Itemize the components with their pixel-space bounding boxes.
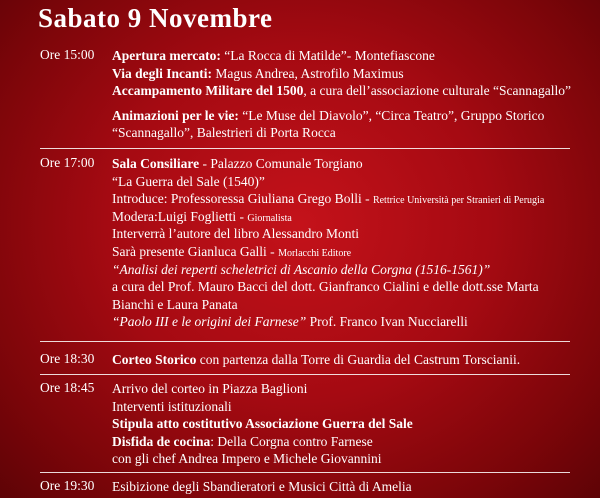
divider [40, 472, 570, 473]
event-lines [112, 47, 571, 142]
event-line: Interverrà l’autore del libro Alessandro Monti [112, 226, 360, 242]
role-note: Giornalista [247, 212, 292, 224]
divider [40, 374, 570, 375]
event-heading: Accampamento Militare del 1500 [112, 83, 304, 99]
time-label: Ore 18:30 [40, 351, 95, 366]
time-label: Ore 19:30 [40, 478, 95, 493]
event-line: Esibizione degli Sbandieratori e Musici Città di Amelia [112, 479, 412, 494]
event-line: Stipula atto costitutivo Associazione Guerra del Sale [112, 416, 413, 432]
event-line [112, 107, 571, 125]
event-line: Arrivo del corteo in Piazza Baglioni [112, 381, 308, 396]
talk-title: “Paolo III e le origini dei Farnese” [112, 314, 307, 330]
event-heading: Disfida de cocina [112, 433, 211, 449]
event-line: con gli chef Andrea Impero e Michele Giovannini [112, 451, 382, 467]
event-detail: - Palazzo Comunale Torgiano [199, 156, 363, 171]
event-line [112, 208, 544, 226]
event-detail: “La Rocca di Matilde”- Montefiascone [220, 48, 435, 63]
event-line [112, 82, 571, 100]
event-line [112, 155, 544, 173]
event-lines [112, 380, 413, 468]
event-detail: Modera:Luigi Foglietti - [112, 208, 248, 224]
event-line [112, 190, 544, 208]
event-line [112, 47, 571, 65]
event-detail: Magus Andrea, Astrofilo Maximus [212, 65, 404, 81]
event-detail: , a cura dell’associazione culturale “Scannagallo” [303, 83, 571, 99]
event-line [112, 351, 520, 369]
event-line [112, 65, 571, 83]
event-line: “Scannagallo”, Balestrieri di Porta Rocca [112, 125, 336, 141]
event-line: “La Guerra del Sale (1540)” [112, 173, 265, 189]
event-detail: con partenza dalla Torre di Guardia del Castrum Torscianii. [196, 352, 521, 367]
event-detail: : Della Corgna contro Farnese [210, 433, 373, 449]
event-line [112, 433, 413, 451]
event-heading: Corteo Storico [112, 352, 197, 367]
time-label: Ore 17:00 [40, 155, 95, 170]
event-line: “Analisi dei reperti scheletrici di Ascanio della Corgna (1516-1561)” [112, 261, 491, 277]
event-heading: Via degli Incanti: [112, 65, 213, 81]
event-line: a cura del Prof. Mauro Bacci del dott. Gianfranco Cialini e delle dott.sse Marta [112, 279, 539, 295]
event-heading: Animazioni per le vie: [112, 107, 239, 123]
event-line [112, 313, 544, 331]
page-title: Sabato 9 Novembre [38, 3, 273, 33]
event-heading: Apertura mercato: [112, 48, 221, 63]
time-label: Ore 15:00 [40, 47, 95, 62]
role-note: Rettrice Università per Stranieri di Perugia [372, 195, 545, 207]
event-lines [112, 478, 412, 496]
role-note: Morlacchi Editore [278, 247, 352, 259]
event-line: Interventi istituzionali [112, 398, 232, 414]
divider [40, 341, 570, 342]
time-label: Ore 18:45 [40, 380, 95, 395]
event-lines [112, 351, 520, 369]
event-detail: Sarà presente Gianluca Galli - [112, 243, 279, 259]
event-line [112, 243, 544, 261]
event-lines [112, 155, 544, 331]
event-detail: “Le Muse del Diavolo”, “Circa Teatro”, Gruppo Storico [238, 107, 545, 123]
event-line: Bianchi e Laura Panata [112, 296, 238, 312]
divider [40, 148, 570, 149]
event-heading: Sala Consiliare [112, 156, 200, 171]
event-detail: Introduce: Professoressa Giuliana Grego Bolli - [112, 191, 373, 207]
event-detail: Prof. Franco Ivan Nucciarelli [306, 314, 468, 330]
